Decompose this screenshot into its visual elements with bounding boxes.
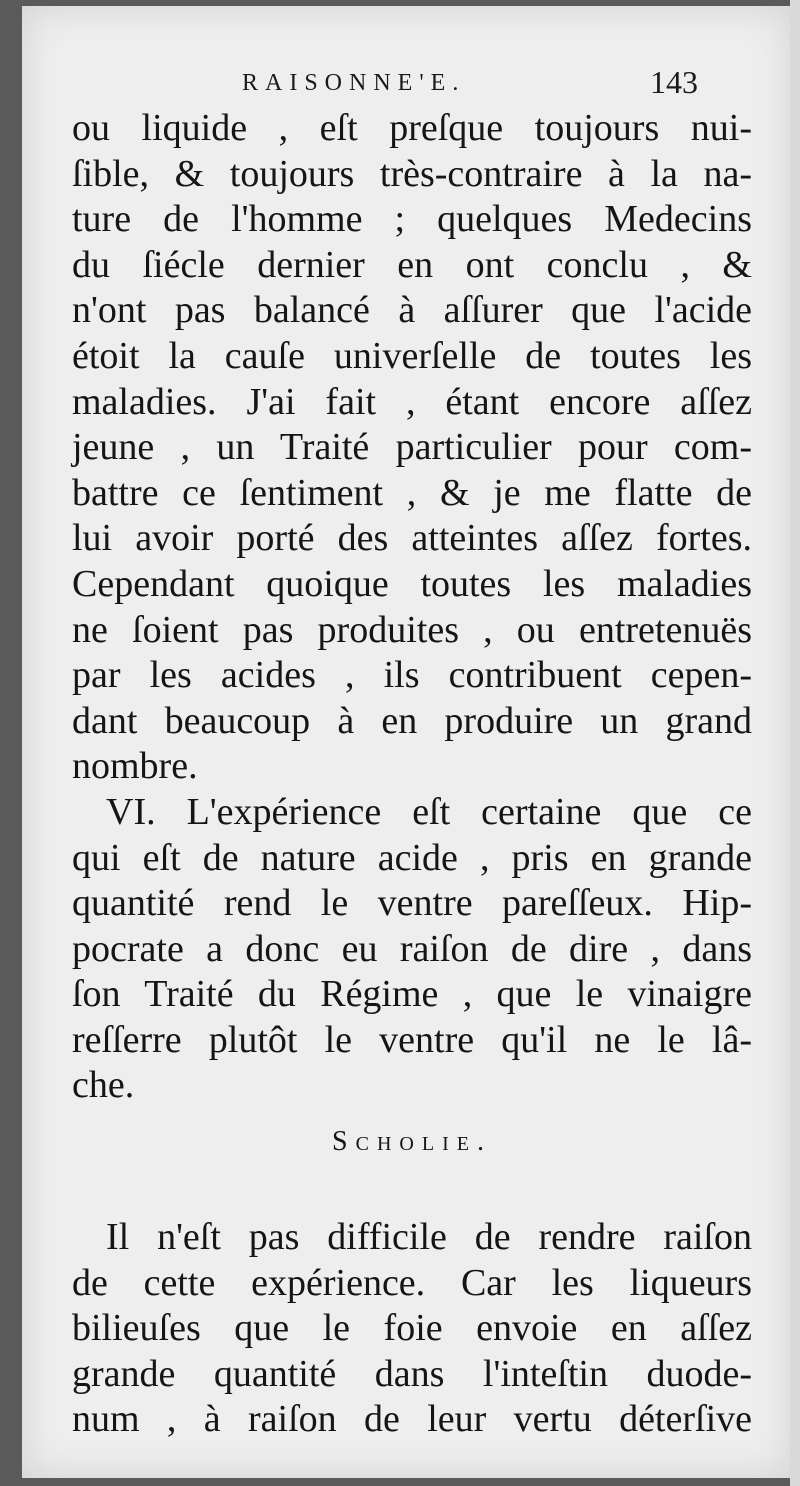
- text-line: che.: [72, 1064, 135, 1107]
- text-line: Il n'eſt pas difficile de rendre raiſon: [106, 1216, 752, 1259]
- text-line: battre ce ſentiment , & je me flatte de: [72, 471, 752, 514]
- body-text: [72, 106, 752, 1443]
- text-line: étoit la cauſe univerſelle de toutes les: [72, 334, 752, 377]
- text-line: ſon Traité du Régime , que le vinaigre: [72, 973, 752, 1016]
- text-line: lui avoir porté des atteintes aſſez fortes.: [72, 517, 752, 560]
- text-line: reſſerre plutôt le ventre qu'il ne le lâ-: [72, 1018, 752, 1061]
- text-line: ture de l'homme ; quelques Medecins: [72, 198, 752, 241]
- text-line: dant beaucoup à en produire un grand: [72, 699, 752, 742]
- section-title: Scholie.: [332, 1126, 492, 1158]
- page-header: [22, 64, 792, 104]
- text-line: ſible, & toujours très-contraire à la na-: [72, 152, 752, 195]
- text-line: de cette expérience. Car les liqueurs: [72, 1261, 752, 1304]
- section-spacer: [72, 1167, 752, 1215]
- text-line: nombre.: [72, 745, 198, 788]
- text-line: ne ſoient pas produites , ou entretenuës: [72, 608, 752, 651]
- text-line: grande quantité dans l'inteſtin duode-: [72, 1352, 752, 1395]
- text-line: n'ont pas balancé à aſſurer que l'acide: [72, 289, 752, 332]
- text-line: num , à raiſon de leur vertu déterſive: [72, 1398, 752, 1441]
- text-line: Cependant quoique toutes les maladies: [72, 562, 752, 605]
- text-line: maladies. J'ai fait , étant encore aſſez: [72, 380, 752, 423]
- text-line: VI. L'expérience eſt certaine que ce: [106, 790, 752, 833]
- text-line: bilieuſes que le foie envoie en aſſez: [72, 1307, 752, 1350]
- text-line: pocrate a donc eu raiſon de dire , dans: [72, 927, 752, 970]
- text-line: ou liquide , eſt preſque toujours nui-: [72, 107, 752, 149]
- text-line: jeune , un Traité particulier pour com-: [72, 426, 752, 469]
- text-line: du ſiécle dernier en ont conclu , &: [72, 243, 752, 286]
- text-line: quantité rend le ventre pareſſeux. Hip-: [72, 882, 752, 925]
- text-line: par les acides , ils contribuent cepen-: [72, 654, 752, 697]
- running-head: RAISONNE'E.: [242, 70, 466, 96]
- page-edge: [790, 0, 800, 1486]
- text-line: qui eſt de nature acide , pris en grande: [72, 836, 752, 879]
- page-number: 143: [650, 64, 698, 100]
- book-page: [22, 6, 792, 1478]
